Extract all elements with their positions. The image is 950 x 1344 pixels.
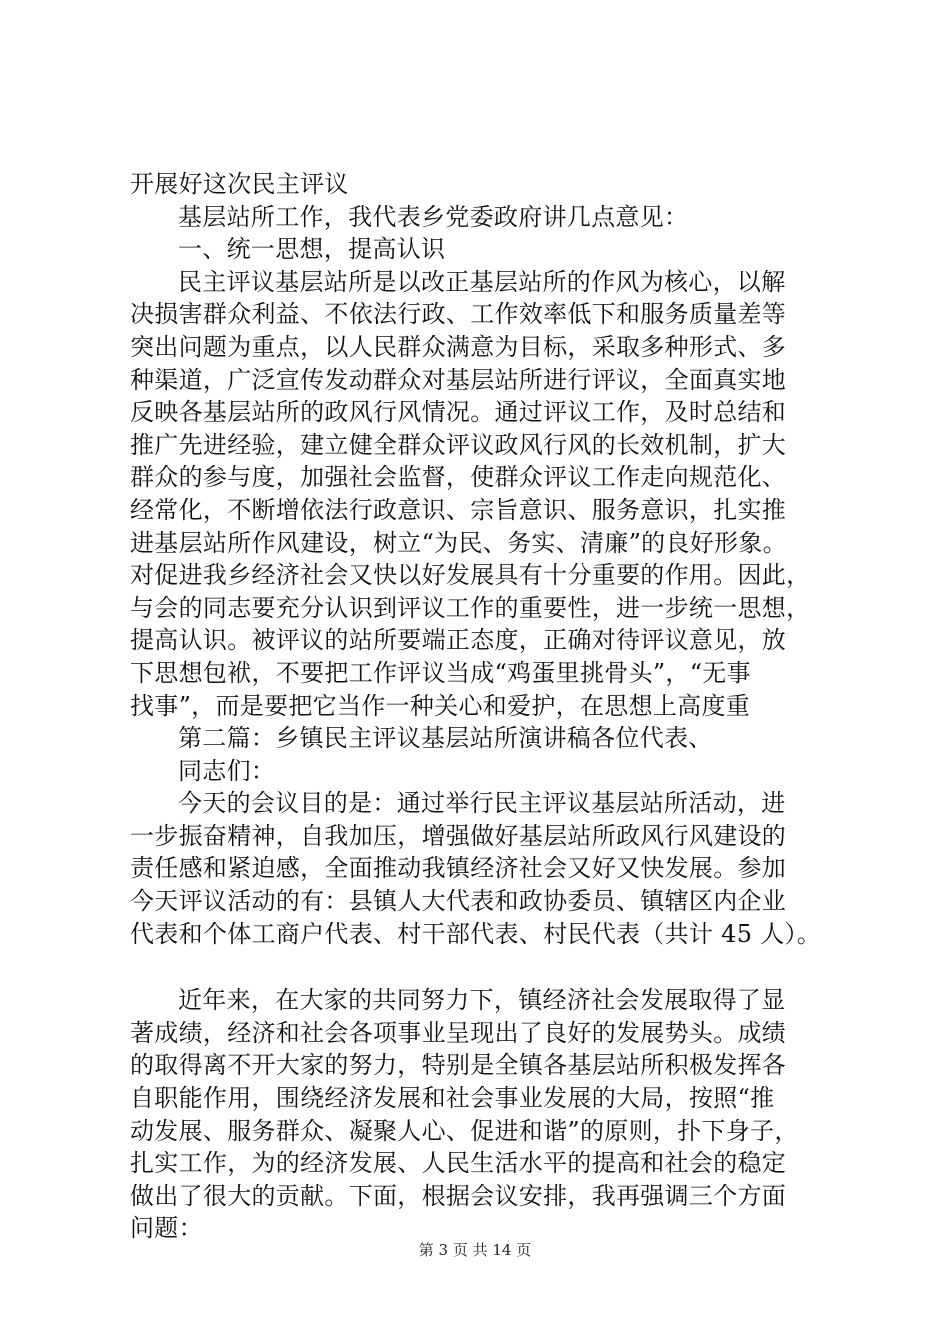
text-line: 近年来，在大家的共同努力下，镇经济社会发展取得了显 bbox=[178, 986, 786, 1015]
text-line: 与会的同志要充分认识到评议工作的重要性，进一步统一思想， bbox=[130, 593, 811, 622]
text-line: 群众的参与度，加强社会监督，使群众评议工作走向规范化、 bbox=[130, 463, 787, 492]
text-line: 民主评议基层站所是以改正基层站所的作风为核心，以解 bbox=[178, 267, 786, 296]
text-line: 的取得离不开大家的努力，特别是全镇各基层站所积极发挥各 bbox=[130, 1051, 787, 1080]
paragraph-gap bbox=[130, 950, 830, 984]
text-line: 进基层站所作风建设，树立“为民、务实、清廉”的良好形象。 bbox=[130, 528, 787, 557]
text-line: 今天的会议目的是：通过举行民主评议基层站所活动，进 bbox=[178, 789, 786, 818]
text-line: 今天评议活动的有：县镇人大代表和政协委员、镇辖区内企业 bbox=[130, 887, 787, 916]
text-line: 突出问题为重点，以人民群众满意为目标，采取多种形式、多 bbox=[130, 332, 787, 361]
text-line: 问题： bbox=[130, 1214, 203, 1243]
text-line: 责任感和紧迫感，全面推动我镇经济社会又好又快发展。参加 bbox=[130, 854, 787, 883]
text-line: 扎实工作，为的经济发展、人民生活水平的提高和社会的稳定 bbox=[130, 1149, 787, 1178]
text-line: 自职能作用，围绕经济发展和社会事业发展的大局，按照“推 bbox=[130, 1084, 775, 1113]
text-line: 开展好这次民主评议 bbox=[130, 170, 349, 198]
text-line: 代表和个体工商户代表、村干部代表、村民代表（共计 45 人）。 bbox=[130, 919, 822, 948]
text-line: 下思想包袱，不要把工作评议当成“鸡蛋里挑骨头”，“无事 bbox=[130, 658, 751, 687]
text-line: 动发展、服务群众、凝聚人心、促进和谐”的原则，扑下身子， bbox=[130, 1116, 799, 1145]
page-footer: 第 3 页 共 14 页 bbox=[418, 1241, 532, 1259]
text-line: 反映各基层站所的政风行风情况。通过评议工作，及时总结和 bbox=[130, 398, 787, 427]
text-line: 推广先进经验，建立健全群众评议政风行风的长效机制，扩大 bbox=[130, 430, 787, 459]
text-line: 著成绩，经济和社会各项事业呈现出了良好的发展势头。成绩 bbox=[130, 1018, 787, 1047]
text-line: 做出了很大的贡献。下面，根据会议安排，我再强调三个方面 bbox=[130, 1181, 787, 1210]
text-line: 提高认识。被评议的站所要端正态度，正确对待评议意见，放 bbox=[130, 626, 787, 655]
text-line: 对促进我乡经济社会又快以好发展具有十分重要的作用。因此， bbox=[130, 561, 811, 590]
text-line: 一步振奋精神，自我加压，增强做好基层站所政风行风建设的 bbox=[130, 821, 787, 850]
text-line: 基层站所工作，我代表乡党委政府讲几点意见： bbox=[178, 202, 689, 231]
text-line: 同志们： bbox=[178, 756, 276, 785]
text-line: 种渠道，广泛宣传发动群众对基层站所进行评议，全面真实地 bbox=[130, 365, 787, 394]
text-line: 决损害群众利益、不依法行政、工作效率低下和服务质量差等 bbox=[130, 300, 787, 329]
text-line: 找事”，而是要把它当作一种关心和爱护，在思想上高度重 bbox=[130, 691, 751, 720]
text-line: 一、统一思想，提高认识 bbox=[178, 235, 446, 264]
text-line: 经常化，不断增依法行政意识、宗旨意识、服务意识，扎实推 bbox=[130, 495, 787, 524]
document-body bbox=[130, 168, 830, 1245]
text-line: 第二篇：乡镇民主评议基层站所演讲稿各位代表、 bbox=[178, 724, 713, 753]
